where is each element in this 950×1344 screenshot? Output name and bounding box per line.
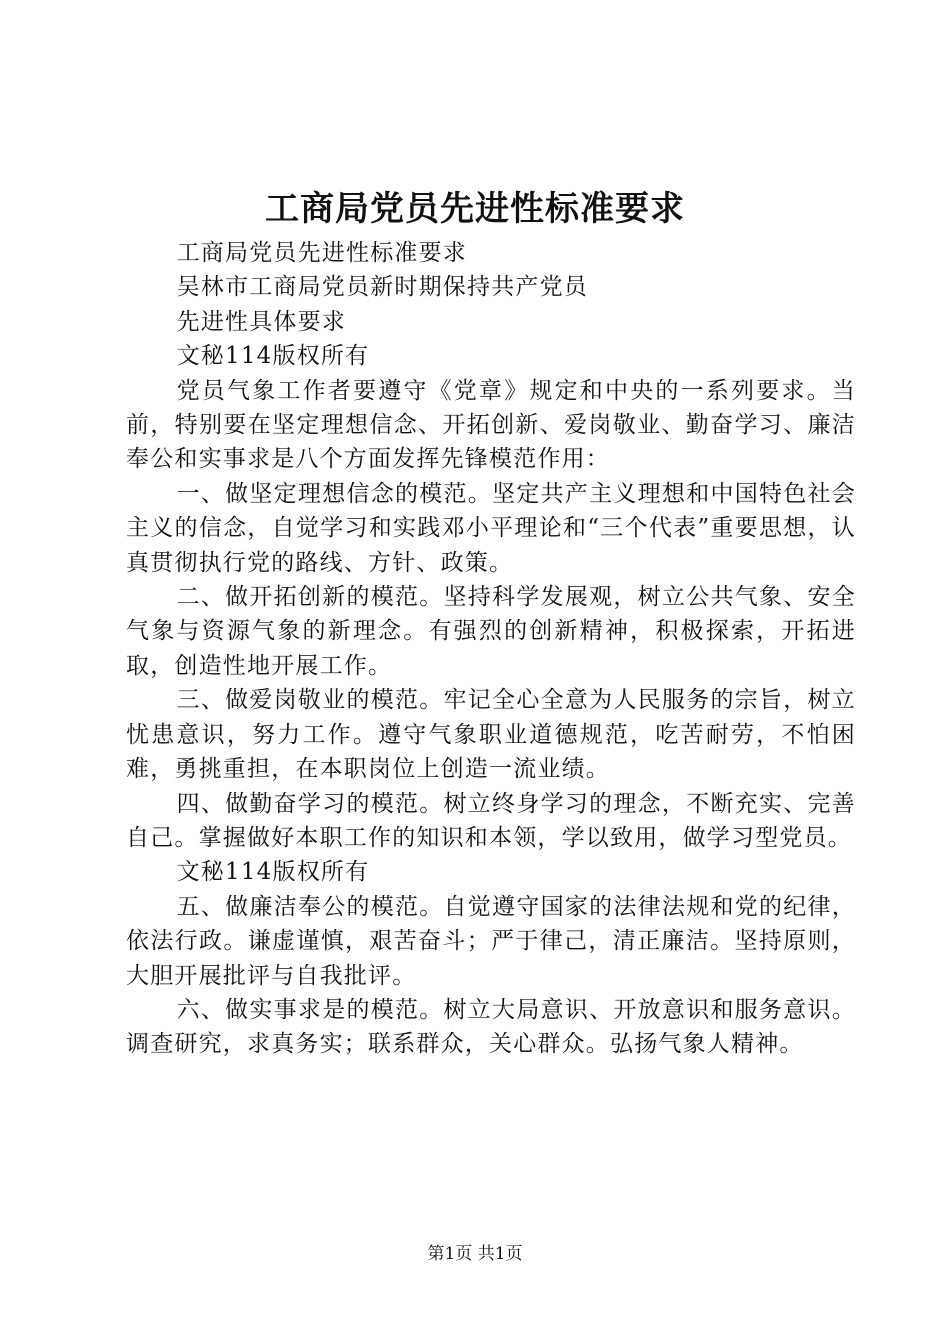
paragraph-subtitle-line1: 吴林市工商局党员新时期保持共产党员 (176, 274, 588, 301)
paragraph-heading-repeat: 工商局党员先进性标准要求 (176, 240, 467, 266)
paragraph-copyright-notice-2: 文秘114版权所有 (176, 859, 370, 886)
document-body (126, 236, 856, 1062)
paragraph-copyright-notice: 文秘114版权所有 (176, 343, 370, 370)
paragraph-item-6: 六、做实事求是的模范。树立大局意识、开放意识和服务意识。调查研究，求真务实；联系群众，关心群众。弘扬气象人精神。 (126, 996, 856, 1058)
document-title: 工商局党员先进性标准要求 (265, 189, 685, 229)
paragraph-item-2: 二、做开拓创新的模范。坚持科学发展观，树立公共气象、安全气象与资源气象的新理念。有强烈的创新精神，积极探索，开拓进取，创造性地开展工作。 (126, 584, 856, 679)
paragraph-intro: 党员气象工作者要遵守《党章》规定和中央的一系列要求。当前，特别要在坚定理想信念、开拓创新、爱岗敬业、勤奋学习、廉洁奉公和实事求是八个方面发挥先锋模范作用： (126, 377, 856, 473)
paragraph-item-5: 五、做廉洁奉公的模范。自觉遵守国家的法律法规和党的纪律，依法行政。谦虚谨慎，艰苦奋斗；严于律己，清正廉洁。坚持原则，大胆开展批评与自我批评。 (126, 893, 856, 989)
page-footer: 第1页 共1页 (427, 1244, 523, 1264)
paragraph-subtitle-line2: 先进性具体要求 (176, 308, 346, 335)
paragraph-item-1: 一、做坚定理想信念的模范。坚定共产主义理想和中国特色社会主义的信念，自觉学习和实践邓小平理论和“三个代表”重要思想，认真贯彻执行党的路线、方针、政策。 (126, 480, 856, 576)
paragraph-item-3: 三、做爱岗敬业的模范。牢记全心全意为人民服务的宗旨，树立忧患意识，努力工作。遵守气象职业道德规范，吃苦耐劳，不怕困难，勇挑重担，在本职岗位上创造一流业绩。 (126, 687, 856, 783)
paragraph-item-4: 四、做勤奋学习的模范。树立终身学习的理念，不断充实、完善自己。掌握做好本职工作的知识和本领，学以致用，做学习型党员。 (126, 790, 856, 851)
